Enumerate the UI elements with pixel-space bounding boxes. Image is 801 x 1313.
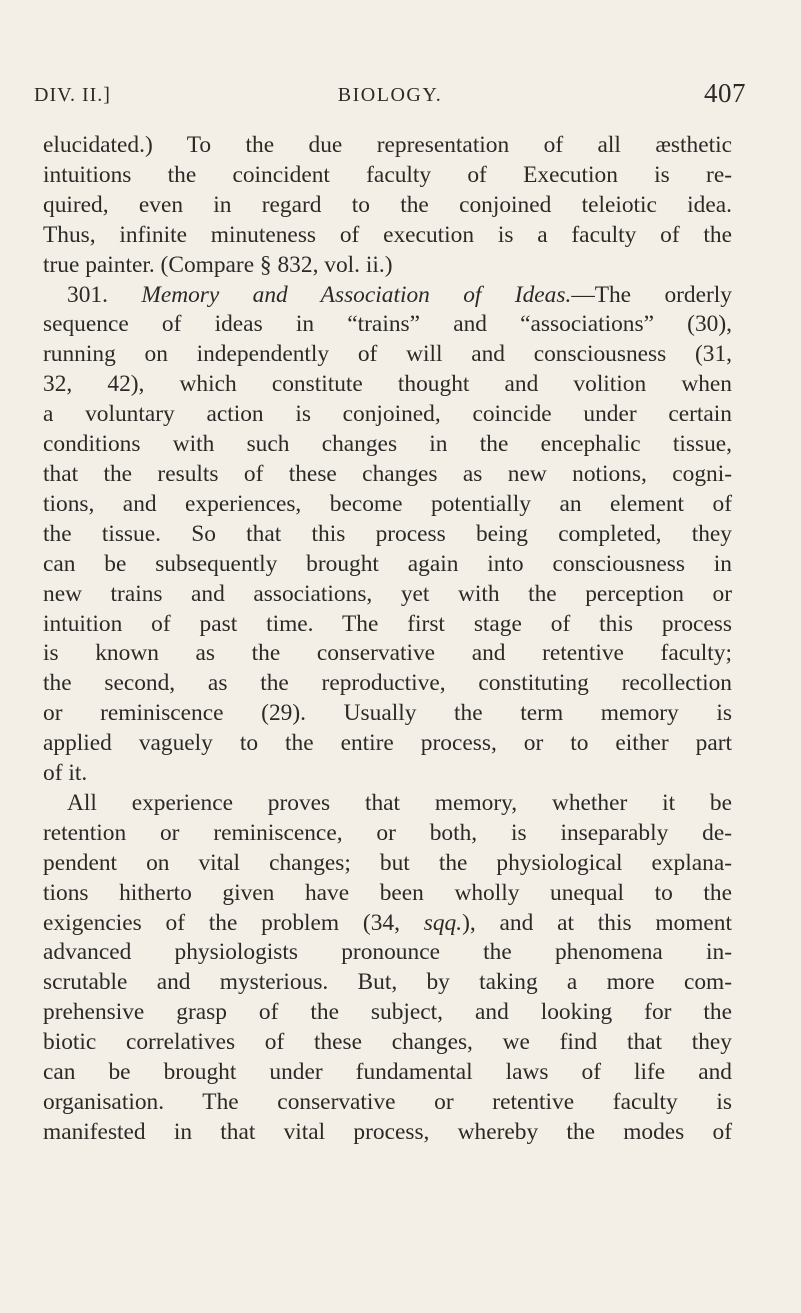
italic-abbreviation: sqq. — [423, 909, 463, 936]
section-title: Memory and Association of Ideas. — [141, 281, 572, 308]
text-line: that the results of these changes as new notions, cogni- — [43, 460, 732, 487]
text-line: All experience proves that memory, whether it be — [67, 789, 732, 816]
text-line: manifested in that vital process, whereby the modes of — [43, 1118, 732, 1145]
text-line: elucidated.) To the due representation of all æsthetic — [43, 132, 732, 158]
text-line: prehensive grasp of the subject, and looking for the — [43, 999, 732, 1026]
text-line: is known as the conservative and retentive faculty; — [43, 640, 732, 667]
text-fragment: exigencies of the problem (34, — [43, 909, 424, 936]
text-line: biotic correlatives of these changes, we find that they — [43, 1029, 732, 1056]
body-text — [43, 131, 732, 1148]
text-line: running on independently of will and consciousness (31, — [43, 341, 732, 368]
running-title: BIOLOGY. — [337, 84, 443, 106]
page-number: 407 — [704, 78, 746, 108]
text-line: intuitions the coincident faculty of Execution is re- — [43, 161, 732, 188]
text-line: sequence of ideas in “trains” and “associations” (30), — [43, 311, 732, 338]
text-line: conditions with such changes in the encephalic tissue, — [43, 431, 732, 458]
text-line: pendent on vital changes; but the physiological explana- — [43, 849, 732, 876]
text-line: organisation. The conservative or retentive faculty is — [43, 1089, 732, 1115]
text-line: tions, and experiences, become potentially an element of — [43, 490, 732, 517]
text-line: retention or reminiscence, or both, is inseparably de- — [43, 819, 732, 846]
running-header — [34, 78, 746, 118]
text-fragment: —The orderly — [571, 281, 732, 308]
text-line: the second, as the reproductive, constituting recollection — [43, 670, 732, 697]
text-line: a voluntary action is conjoined, coincide under certain — [43, 401, 732, 428]
text-fragment: ), and at this moment — [462, 909, 732, 936]
division-label: DIV. II.] — [34, 84, 111, 106]
text-line: tions hitherto given have been wholly unequal to the — [43, 879, 732, 906]
text-line: of it. — [43, 760, 88, 787]
text-line: can be brought under fundamental laws of life and — [43, 1059, 732, 1086]
section-number: 301. — [67, 281, 108, 308]
text-line: intuition of past time. The first stage of this process — [43, 610, 732, 637]
text-line: or reminiscence (29). Usually the term memory is — [43, 700, 732, 727]
text-line: the tissue. So that this process being completed, they — [43, 520, 732, 547]
text-line: quired, even in regard to the conjoined teleiotic idea. — [43, 191, 732, 218]
text-line: true painter. (Compare § 832, vol. ii.) — [43, 251, 393, 278]
text-line: scrutable and mysterious. But, by taking a more com- — [43, 969, 732, 996]
text-line — [43, 909, 732, 939]
text-line: applied vaguely to the entire process, or to either part — [43, 730, 732, 757]
section-heading-line — [43, 281, 732, 311]
text-line: Thus, infinite minuteness of execution is a faculty of the — [43, 221, 732, 248]
text-line: advanced physiologists pronounce the phenomena in- — [43, 939, 732, 966]
text-line: 32, 42), which constitute thought and volition when — [43, 371, 732, 398]
text-line: can be subsequently brought again into consciousness in — [43, 550, 732, 577]
text-line: new trains and associations, yet with the perception or — [43, 580, 732, 607]
